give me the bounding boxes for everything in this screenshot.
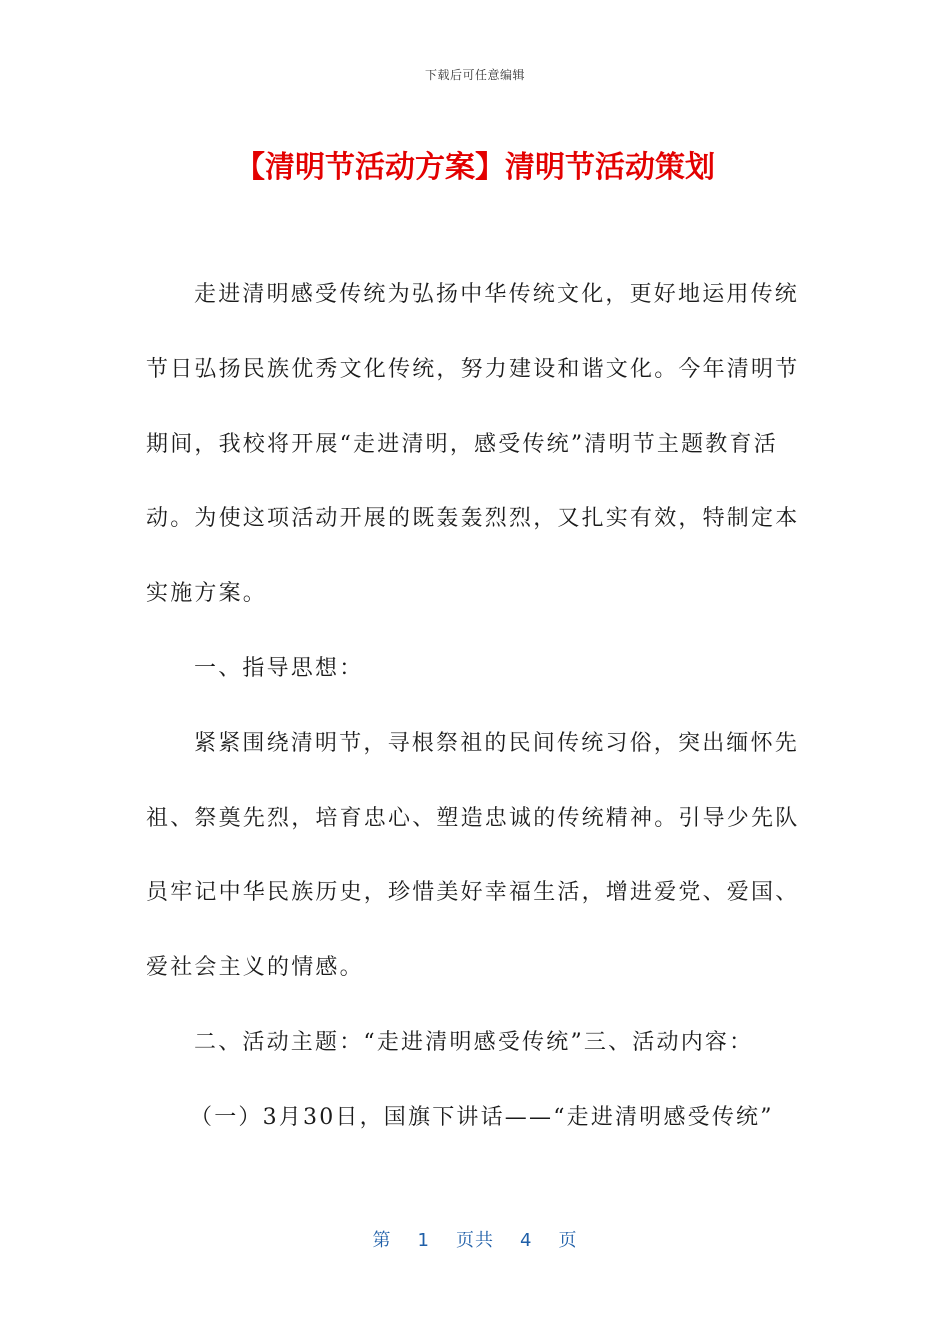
page-current: 1 <box>417 1230 430 1251</box>
paragraph-line: 紧紧围绕清明节，寻根祭祖的民间传统习俗，突出缅怀先 <box>194 730 800 756</box>
paragraph-line: 祖、祭奠先烈，培育忠心、塑造忠诚的传统精神。引导少先队 <box>146 805 800 831</box>
document-title: 【清明节活动方案】清明节活动策划 <box>235 150 715 185</box>
page-total: 4 <box>520 1230 533 1251</box>
paragraph-line: （一）3月30日，国旗下讲话——“走进清明感受传统” <box>190 1104 774 1130</box>
page-label-suffix: 页 <box>558 1230 578 1251</box>
paragraph-line: 走进清明感受传统为弘扬中华传统文化，更好地运用传统 <box>194 282 800 307</box>
page-label-middle: 页共 <box>456 1230 494 1251</box>
paragraph-line: 员牢记中华民族历史，珍惜美好幸福生活，增进爱党、爱国、 <box>146 880 800 906</box>
page-footer <box>0 1226 950 1252</box>
section-heading: 二、活动主题：“走进清明感受传统”三、活动内容： <box>194 1029 754 1055</box>
paragraph-line: 爱社会主义的情感。 <box>146 955 364 981</box>
document-body <box>146 272 800 1170</box>
paragraph-line: 实施方案。 <box>146 581 268 607</box>
page-label-prefix: 第 <box>372 1230 392 1251</box>
paragraph-line: 节日弘扬民族优秀文化传统，努力建设和谐文化。今年清明节 <box>146 356 800 382</box>
paragraph-line: 期间，我校将开展“走进清明，感受传统”清明节主题教育活 <box>146 431 778 457</box>
section-heading: 一、指导思想： <box>194 655 364 681</box>
header-note: 下载后可任意编辑 <box>424 68 525 82</box>
paragraph-line: 动。为使这项活动开展的既轰轰烈烈，又扎实有效，特制定本 <box>146 506 800 532</box>
